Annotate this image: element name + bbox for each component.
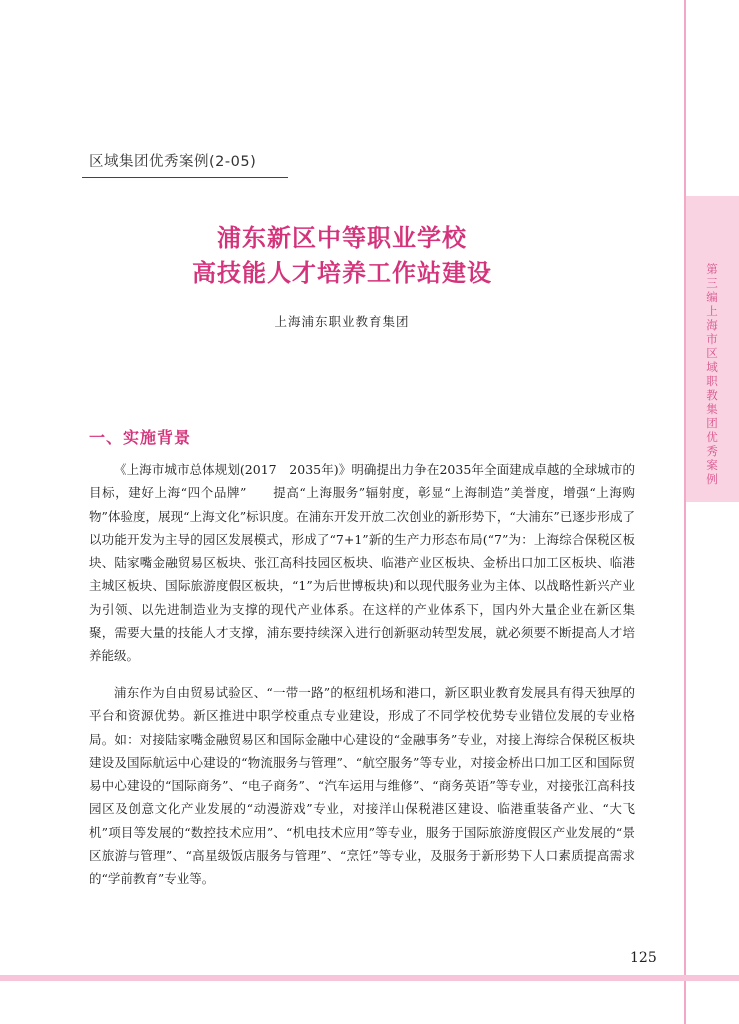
right-margin-rule — [684, 0, 686, 1024]
article-author: 上海浦东职业教育集团 — [274, 314, 410, 329]
body-paragraph-2: 浦东作为自由贸易试验区、“一带一路”的枢纽机场和港口，新区职业教育发展具有得天独厚的平台和资源优势。新区推进中职学校重点专业建设，形成了不同学校优势专业错位发展的专业格局。如：对接陆家嘴金融贸易区和国际金融中心建设的“金融事务”专业，对接上海综合保税区板块建设及国际航运中心建设的“物流服务与管理”、“航空服务”等专业，对接金桥出口加工区和国际贸易中心建设的“国际商务”、“电子商务”、“汽车运用与维修”、“商务英语”等专业，对接张江高科技园区及创意文化产业发展的“动漫游戏”专业，对接洋山保税港区建设、临港重装备产业、“大飞机”项目等发展的“数控技术应用”、“机电技术应用”等专业，服务于国际旅游度假区产业发展的“景区旅游与管理”、“高星级饭店服务与管理”、“烹饪”等专业，及服务于新形势下人口素质提高需求的“学前教育”专业等。 — [89, 685, 635, 887]
footer-rule — [0, 975, 739, 981]
chapter-side-label: 第三编 上海市区域职教集团优秀案例 — [706, 262, 718, 486]
page-number: 125 — [630, 950, 657, 966]
article-title-line1: 浦东新区中等职业学校 — [217, 223, 467, 252]
series-label: 区域集团优秀案例(2-05) — [89, 154, 257, 170]
body-paragraph-1: 《上海市城市总体规划(2017 2035年)》明确提出力争在2035年全面建成卓越的全球城市的目标，建好上海“四个品牌” 提高“上海服务”辐射度，彰显“上海制造”美誉度，增强“上海购物”体验度，展现“上海文化”标识度。在浦东开发开放二次创业的新形势下，“大浦东”已逐步形成了以功能开发为主导的园区发展模式，形成了“7+1”新的生产力形态布局(“7”为：上海综合保税区板块、陆家嘴金融贸易区板块、张江高科技园区板块、临港产业区板块、金桥出口加工区板块、临港主城区板块、国际旅游度假区板块，“1”为后世博板块)和以现代服务业为主体、以战略性新兴产业为引领、以先进制造业为支撑的现代产业体系。在这样的产业体系下，国内外大量企业在新区集聚，需要大量的技能人才支撑，浦东要持续深入进行创新驱动转型发展，就必须要不断提高人才培养能级。 — [89, 462, 635, 664]
section-heading: 一、实施背景 — [89, 428, 192, 447]
article-title-line2: 高技能人才培养工作站建设 — [192, 258, 492, 287]
series-underline — [82, 177, 288, 178]
